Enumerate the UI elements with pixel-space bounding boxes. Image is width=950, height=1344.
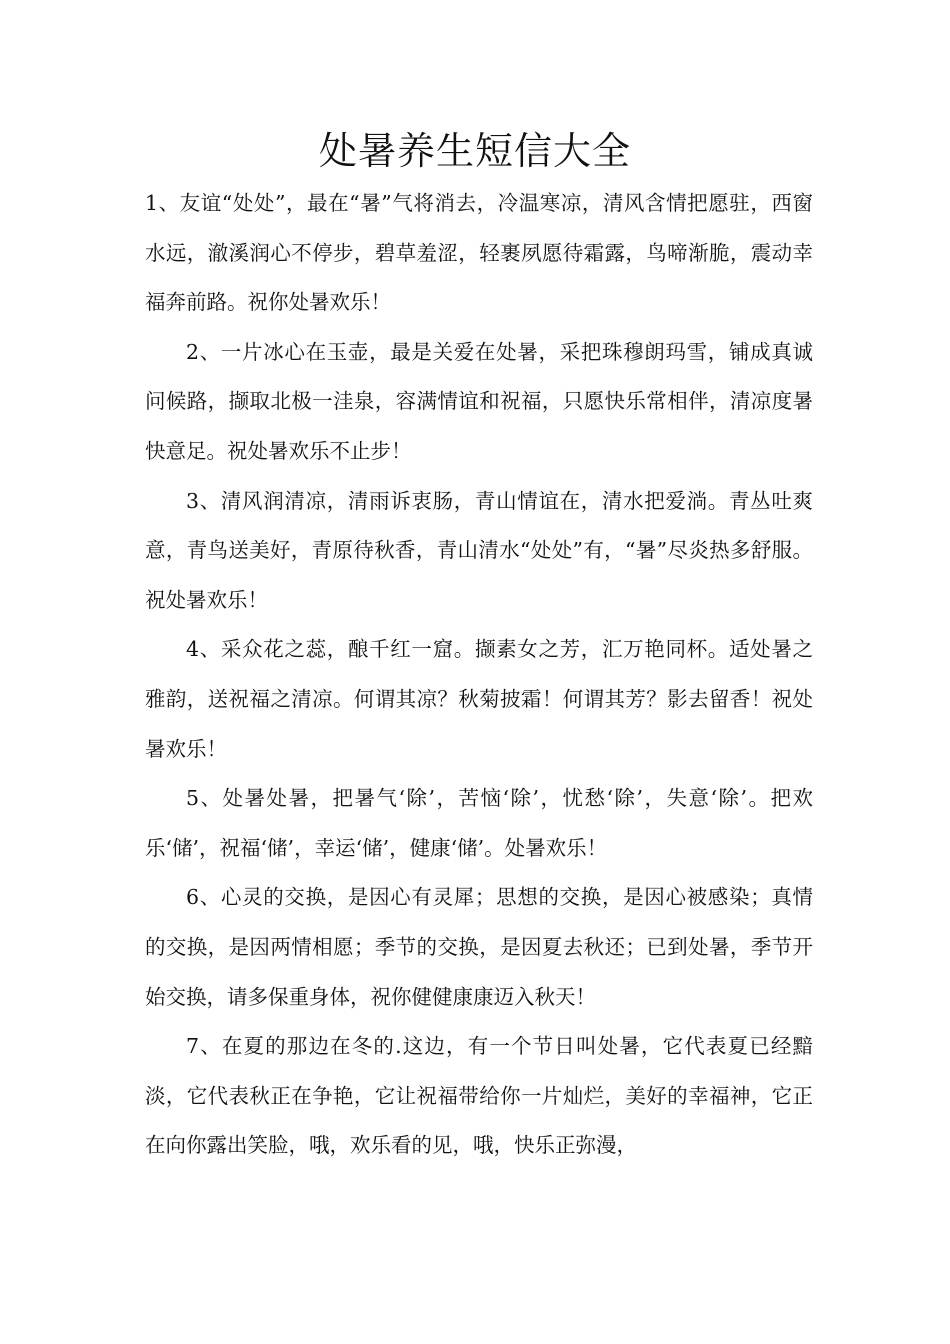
paragraph-7: 7、在夏的那边在冬的.这边，有一个节日叫处暑，它代表夏已经黯淡，它代表秋正在争艳，它让祝福带给你一片灿烂，美好的幸福神，它正在向你露出笑脸，哦，欢乐看的见，哦，快乐正弥漫， [145,1034,813,1158]
paragraph-6: 6、心灵的交换，是因心有灵犀；思想的交换，是因心被感染；真情的交换，是因两情相愿；季节的交换，是因夏去秋还；已到处暑，季节开始交换，请多保重身体，祝你健健康康迈入秋天！ [145,885,813,1009]
paragraph-3: 3、清风润清凉，清雨诉衷肠，青山情谊在，清水把爱淌。青丛吐爽意，青鸟送美好，青原待秋香，青山清水“处处”有，“暑”尽炎热多舒服。祝处暑欢乐！ [145,488,813,612]
paragraph-5: 5、处暑处暑，把暑气‘除’，苦恼‘除’，忧愁‘除’，失意‘除’。把欢乐‘储’，祝福‘储’，幸运‘储’，健康‘储’。处暑欢乐！ [145,786,813,860]
paragraph-2: 2、一片冰心在玉壶，最是关爱在处暑，采把珠穆朗玛雪，铺成真诚问候路，撷取北极一洼泉，容满情谊和祝福，只愿快乐常相伴，清凉度暑快意足。祝处暑欢乐不止步！ [145,339,813,463]
document-body [145,179,813,1171]
document-title: 处暑养生短信大全 [318,129,631,173]
paragraph-4: 4、采众花之蕊，酿千红一窟。撷素女之芳，汇万艳同杯。适处暑之雅韵，送祝福之清凉。何谓其凉？秋菊披霜！何谓其芳？影去留香！祝处暑欢乐！ [145,637,813,761]
paragraph-1: 1、友谊“处处”，最在“暑”气将消去，冷温寒凉，清风含情把愿驻，西窗水远，澈溪润心不停步，碧草羞涩，轻裹夙愿待霜露，鸟啼渐脆，震动幸福奔前路。祝你处暑欢乐！ [145,191,813,315]
